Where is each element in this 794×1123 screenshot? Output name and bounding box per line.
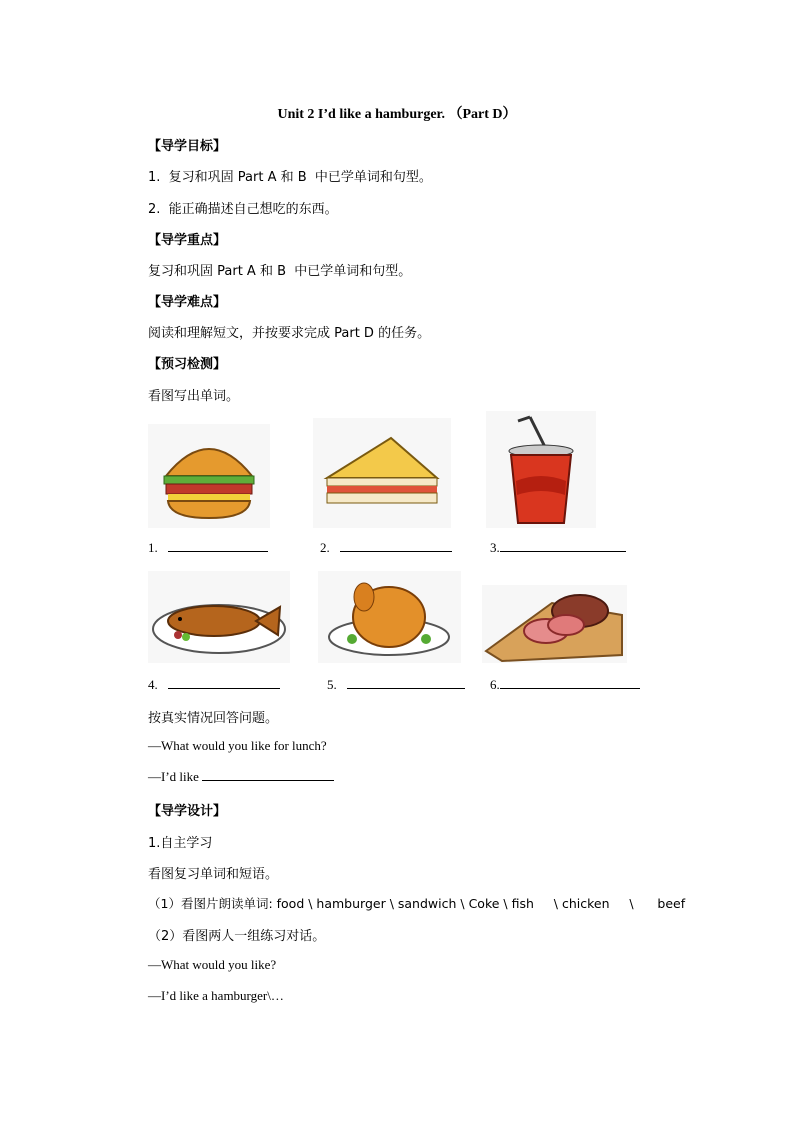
answer-blank-lunch[interactable] <box>202 769 334 781</box>
exercise-3: 3. <box>490 540 626 556</box>
exercise-1: 1. <box>148 540 268 556</box>
exercise-6: 6. <box>490 677 640 693</box>
preview-text: 看图写出单词。 <box>148 389 240 404</box>
step-2: （2）看图两人一组练习对话。 <box>148 929 326 944</box>
goals-heading: 【导学目标】 <box>148 139 227 154</box>
goal-2: 2. 能正确描述自己想吃的东西。 <box>148 202 338 217</box>
answer-blank-5[interactable] <box>347 677 465 689</box>
key-heading: 【导学重点】 <box>148 233 227 248</box>
sandwich-image <box>313 418 451 528</box>
answer-blank-3[interactable] <box>500 540 626 552</box>
key-text: 复习和巩固 Part A 和 B 中已学单词和句型。 <box>148 264 412 279</box>
exercise-4: 4. <box>148 677 280 693</box>
difficulty-text: 阅读和理解短文，并按要求完成 Part D 的任务。 <box>148 326 431 341</box>
design-heading: 【导学设计】 <box>148 804 227 819</box>
answer-blank-4[interactable] <box>168 677 280 689</box>
page-title: Unit 2 I’d like a hamburger. （Part D） <box>277 107 517 122</box>
hamburger-image <box>148 424 270 528</box>
goal-1: 1. 复习和巩固 Part A 和 B 中已学单词和句型。 <box>148 170 432 185</box>
answer-blank-2[interactable] <box>340 540 452 552</box>
answer-blank-6[interactable] <box>500 677 640 689</box>
step-1: （1）看图片朗读单词: food \ hamburger \ sandwich \ Coke \ fish \ chicken \ beef <box>148 896 686 911</box>
answer-2: —I’d like a hamburger\… <box>148 988 284 1003</box>
fish-image <box>148 571 290 663</box>
coke-image <box>486 411 596 528</box>
answer-blank-1[interactable] <box>168 540 268 552</box>
self-study-heading: 1.自主学习 <box>148 836 213 851</box>
question-1: —What would you like for lunch? <box>148 738 327 753</box>
answer-instruction: 按真实情况回答问题。 <box>148 711 279 726</box>
question-2: —What would you like? <box>148 957 277 972</box>
chicken-image <box>318 571 461 663</box>
exercise-2: 2. <box>320 540 452 556</box>
preview-heading: 【预习检测】 <box>148 357 227 372</box>
review-text: 看图复习单词和短语。 <box>148 867 279 882</box>
exercise-5: 5. <box>327 677 465 693</box>
beef-image <box>482 585 627 663</box>
difficulty-heading: 【导学难点】 <box>148 295 227 310</box>
answer-1-line: —I’d like <box>148 769 334 785</box>
